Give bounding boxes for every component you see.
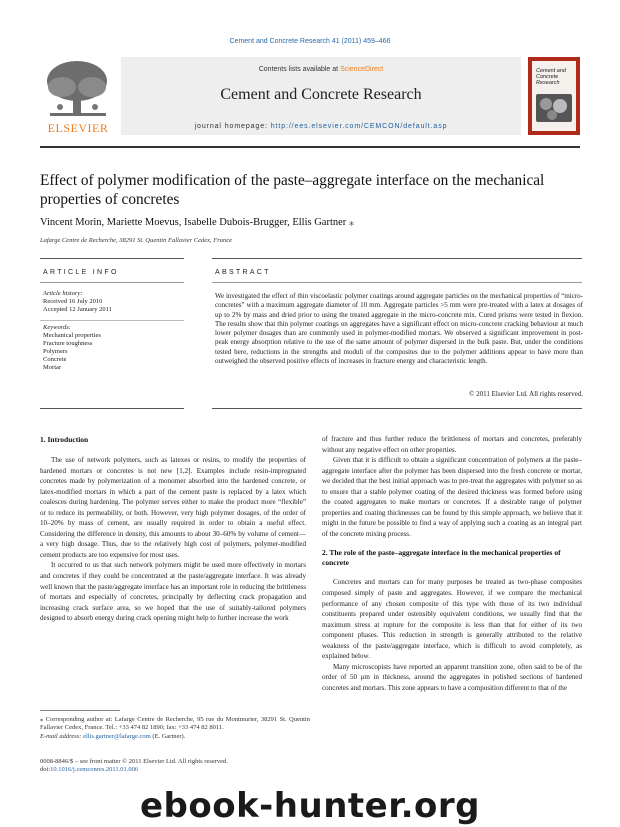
paragraph: The use of network polymers, such as latexes or resins, to modify the properties of hardened mortars or concretes is not new [1,2]. Examples include resin-impregnated concretes made by polymerization of a monomer absorbed into the hardened concrete, or latex-modified mortars in which a part of the cement paste is replaced by a latex which coalesces during hardening. The polymer serves either to make the product more “flexible” or to reduce its permeability, or both. However, very high polymer dosages, of the order of 10–20% by mass of cement, are usually required in order to obtain a useful effect. Considering the difference in density, this amounts to about 30–60% by volume of cement—a very high dosage. Thus, due to the relatively high cost of polymers, polymer-modified cement products are too expensive for most uses. — [40, 456, 306, 559]
keyword: Polymers — [43, 348, 68, 355]
footnote-rule — [40, 710, 120, 711]
email-line — [40, 733, 310, 741]
info-rule-keywords — [40, 320, 184, 321]
paragraph: Concretes and mortars can for many purposes be treated as two-phase composites composed simply of paste and aggregates. However, if we compare the mechanical performance of any chosen composite of this type with those of its two individual constituents prepared under ostensibly equivalent conditions, we usually find that the maximum stress at rupture for the composite is less than that for either of its two component phases. This reduction in strength is generally attributed to the relative weakness of the paste/aggregate interface, which is difficult to avoid completely, as explained below. — [322, 578, 582, 661]
left-column-text — [40, 455, 306, 624]
abstract-heading: ABSTRACT — [215, 269, 271, 276]
keywords-label: Keywords: — [43, 324, 71, 331]
doi-prefix: doi: — [40, 766, 51, 773]
info-rule-bottom — [40, 408, 184, 409]
journal-homepage — [121, 123, 521, 130]
paragraph: of fracture and thus further reduce the brittleness of mortars and concretes, preferably without any negative effect on other properties. — [322, 435, 582, 454]
accepted-date: Accepted 12 January 2011 — [43, 306, 112, 313]
watermark: ebook-hunter.org — [139, 786, 481, 826]
journal-citation[interactable]: Cement and Concrete Research 41 (2011) 459–466 — [229, 38, 391, 45]
abstract-rule-mid — [212, 282, 582, 283]
corresponding-author-note: ⁎ Corresponding author at: Lafarge Centre de Recherche, 95 rue du Montmurier, 38291 St. Quentin Fallavier Cedex, France. Tel.: +33 474 82 1890; fax: +33 474 82 8011. — [40, 716, 310, 731]
email-label: E-mail address: — [40, 733, 84, 740]
email-link[interactable]: ellis.gartner@lafarge.com — [83, 733, 151, 740]
corresponding-author-mark[interactable]: ⁎ — [348, 217, 355, 228]
journal-name: Cement and Concrete Research — [220, 86, 422, 103]
footnote — [40, 716, 310, 741]
article-history — [43, 290, 183, 314]
homepage-link[interactable]: http://ees.elsevier.com/CEMCON/default.asp — [270, 123, 448, 130]
contents-line — [121, 66, 521, 73]
email-suffix: (E. Gartner). — [150, 733, 186, 740]
keyword: Fracture toughness — [43, 340, 93, 347]
abstract-copyright: © 2011 Elsevier Ltd. All rights reserved. — [469, 390, 583, 398]
article-authors — [40, 216, 580, 228]
homepage-prefix: journal homepage: — [194, 123, 271, 130]
right-column-text — [322, 434, 582, 693]
contents-prefix: Contents lists available at — [258, 66, 341, 73]
info-rule-mid — [40, 282, 184, 283]
article-info-heading: ARTICLE INFO — [43, 269, 119, 276]
abstract-rule-bottom — [212, 408, 582, 409]
paragraph: Many microscopists have reported an apparent transition zone, often said to be of the order of 50 μm in thickness, around the aggregates in polished sections of hardened concretes and mortars. This zone appears to have a composition different to that of the — [322, 662, 582, 692]
abstract-rule-top — [212, 258, 582, 259]
paragraph: Given that it is difficult to obtain a significant concentration of polymers at the paste–aggregate interface after the polymer has been dispersed into the fresh concrete or mortar, we decided that the best initial approach was to pre-treat the aggregates with polymer so as to ensure that a stable polymer coating of the desired thickness was formed before using the coated aggregates to make mortars or concretes. If a desirable range of polymer properties and coating thicknesses can be found by this simple approach, we believe that it might in the future be possible to find a way of applying such a coating as an integral part of the concrete mixing process. — [322, 456, 582, 538]
doi-line — [40, 766, 340, 774]
authors-text: Vincent Morin, Mariette Moevus, Isabelle Dubois-Brugger, Ellis Gartner — [40, 217, 347, 228]
keyword: Mechanical properties — [43, 332, 101, 339]
cover-title: Cement and Concrete Research — [536, 68, 566, 86]
issn-line: 0008-8846/$ – see front matter © 2011 Elsevier Ltd. All rights reserved. — [40, 758, 228, 765]
publisher-name: ELSEVIER — [47, 121, 109, 135]
section-heading-role: 2. The role of the paste–aggregate interface in the mechanical properties of concrete — [322, 548, 561, 568]
received-date: Received 16 July 2010 — [43, 298, 103, 305]
sciencedirect-link[interactable]: ScienceDirect — [340, 66, 384, 73]
history-label: Article history: — [43, 290, 83, 297]
keyword: Mortar — [43, 364, 62, 371]
front-matter-footer — [40, 758, 340, 774]
masthead-rule — [40, 146, 580, 148]
keyword: Concrete — [43, 356, 67, 363]
info-rule-top — [40, 258, 184, 259]
paragraph: It occurred to us that such network polymers might be used more effectively in mortars and concretes if they could be concentrated at the paste/aggregate interface. It was already well known that the paste/aggregate interface has an important role in reducing the brittleness of mortars and especially of concretes, principally by deflecting crack propagation and increasing crack surface area, so we hoped that the use of suitably-tailored polymers designed to absorb energy during crack opening might help to further increase the work — [40, 561, 306, 623]
abstract-text: We investigated the effect of thin viscoelastic polymer coatings around aggregate particles on the mechanical properties of “micro-concretes” with a maximum aggregate diameter of 10 mm. Aggregate particles >5 mm were pre-treated with a latex at dosages of up to 2% by mass and dried prior to using the treated aggregate in the micro-concrete mix. Cured prisms were tested in flexion. The results show that thin polymer coatings on aggregates have a significant effect on micro-concrete cracking behaviour at much lower polymer dosages than are commonly used in polymer-modified mortars. We observed a significant improvement in post-peak energy absorption relative to the use of the same amount of polymer dispersed in the bulk paste. But, under the conditions tested here, reductions in the strengths and moduli of the composites due to the polymer additions appear to have more than outweighed the observed positive effects of increases in fracture energy and characteristic length. — [215, 292, 583, 366]
keywords-block — [43, 324, 183, 372]
article-title: Effect of polymer modification of the paste–aggregate interface on the mechanical properties of concretes — [40, 172, 545, 208]
affiliation: Lafarge Centre de Recherche, 38291 St. Quentin Fallavier Cedex, France — [40, 237, 233, 244]
doi-link[interactable]: 10.1016/j.cemconres.2011.01.006 — [50, 766, 139, 773]
cover-image — [536, 94, 572, 122]
section-heading-introduction: 1. Introduction — [40, 435, 89, 444]
